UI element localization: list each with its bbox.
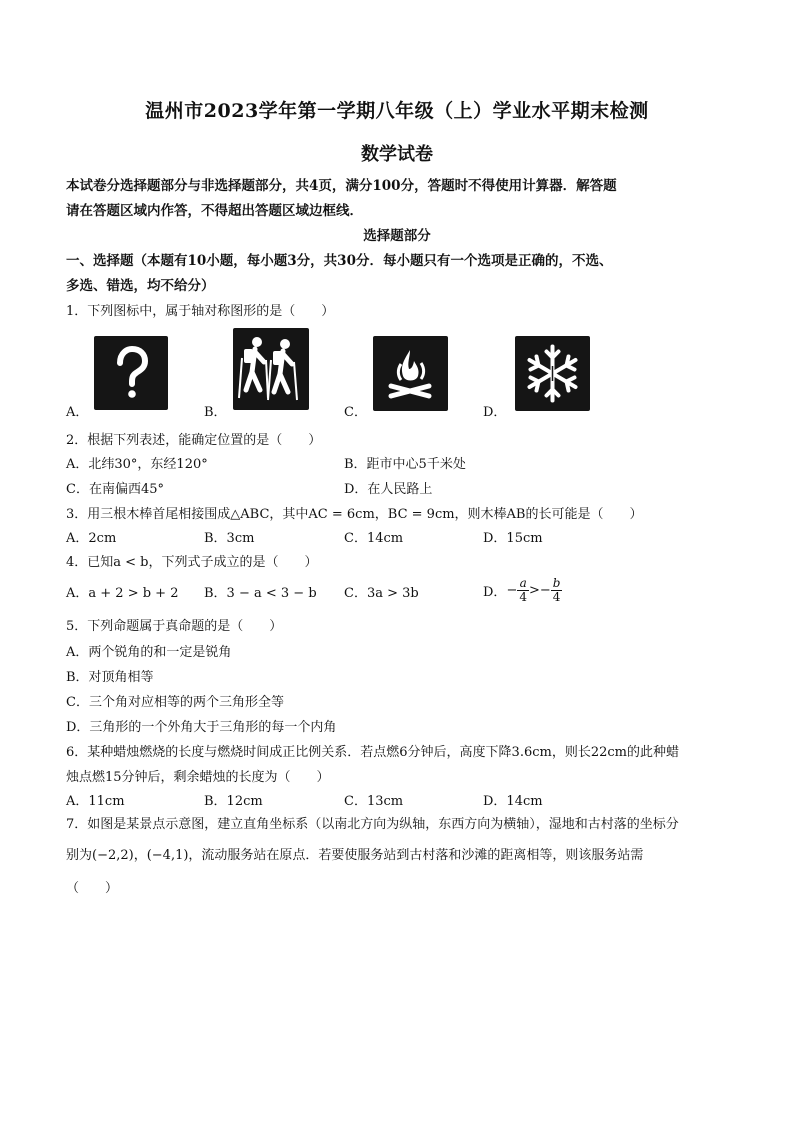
q4-d-fraction-a-num: a	[517, 577, 529, 591]
q1-option-a-label[interactable]: A．	[66, 405, 89, 420]
q5-option-a[interactable]: A．两个锐角的和一定是锐角	[66, 645, 232, 660]
q4-d-fraction-a-den: 4	[519, 589, 527, 604]
q3-option-d[interactable]: D．15cm	[483, 531, 543, 546]
q5-option-c[interactable]: C．三个角对应相等的两个三角形全等	[66, 695, 284, 710]
snowflake-icon	[515, 336, 590, 411]
q4-d-fraction-b-den: 4	[552, 589, 561, 604]
q4-option-a[interactable]: A．a + 2 > b + 2	[66, 586, 179, 601]
section-heading-line-1: 一、选择题（本题有10小题，每小题3分，共30分．每小题只有一个选项是正确的，不选、	[66, 253, 613, 269]
q4-d-operator: >−	[528, 582, 551, 598]
q1-option-d-label[interactable]: D．	[483, 405, 507, 420]
hikers-icon	[233, 328, 309, 410]
q2-option-a[interactable]: A．北纬30°，东经120°	[66, 457, 208, 472]
q4-option-d[interactable]	[483, 572, 562, 608]
q4-d-fraction-b-num: b	[552, 575, 561, 590]
q7-stem-line-1: 7．如图是某景点示意图，建立直角坐标系（以南北方向为纵轴，东西方向为横轴），湿地和古村落的坐标分	[66, 817, 679, 832]
q7-stem-line-3: （ ）	[66, 881, 119, 896]
exam-subtitle: 数学试卷	[361, 144, 433, 165]
q6-option-c[interactable]: C．13cm	[344, 794, 404, 809]
q7-stem-line-2: 别为(−2,2)，(−4,1)，流动服务站在原点．若要使服务站到古村落和沙滩的距离相等，则该服务站需	[66, 848, 644, 863]
q3-stem: 3．用三根木棒首尾相接围成△ABC，其中AC = 6cm，BC = 9cm，则木棒AB的长可能是（ ）	[66, 507, 643, 522]
q6-option-d[interactable]: D．14cm	[483, 794, 543, 809]
q4-d-fraction-b	[551, 577, 563, 604]
q2-option-d[interactable]: D．在人民路上	[344, 482, 433, 497]
q1-option-b-label[interactable]: B．	[204, 405, 227, 420]
q3-option-a[interactable]: A．2cm	[66, 531, 117, 546]
q3-option-c[interactable]: C．14cm	[344, 531, 404, 546]
q4-option-d-label: D．	[483, 584, 507, 600]
q1-option-c-label[interactable]: C．	[344, 405, 367, 420]
instructions-line-2: 请在答题区域内作答，不得超出答题区域边框线．	[66, 203, 363, 219]
q6-stem-line-2: 烛点燃15分钟后，剩余蜡烛的长度为（ ）	[66, 770, 330, 785]
q6-option-a[interactable]: A．11cm	[66, 794, 125, 809]
q6-stem-line-1: 6．某种蜡烛燃烧的长度与燃烧时间成正比例关系．若点燃6分钟后，高度下降3.6cm，则长22cm的此种蜡	[66, 745, 679, 760]
exam-title: 温州市2023学年第一学期八年级（上）学业水平期末检测	[145, 100, 649, 122]
campfire-icon	[373, 336, 448, 411]
q1-stem: 1．下列图标中，属于轴对称图形的是（ ）	[66, 304, 335, 319]
q5-option-b[interactable]: B．对顶角相等	[66, 670, 154, 685]
q2-option-b[interactable]: B．距市中心5千米处	[344, 457, 466, 472]
q2-stem: 2．根据下列表述，能确定位置的是（ ）	[66, 433, 322, 448]
instructions-line-1: 本试卷分选择题部分与非选择题部分，共4页，满分100分，答题时不得使用计算器．解答题	[66, 178, 617, 194]
q3-option-b[interactable]: B．3cm	[204, 531, 255, 546]
q2-option-c[interactable]: C．在南偏西45°	[66, 482, 164, 497]
q6-option-b[interactable]: B．12cm	[204, 794, 263, 809]
section-heading-line-2: 多选、错选，均不给分）	[66, 278, 215, 294]
q4-option-c[interactable]: C．3a > 3b	[344, 586, 419, 601]
q4-d-minus-sign: −	[506, 582, 518, 598]
q5-option-d[interactable]: D．三角形的一个外角大于三角形的每一个内角	[66, 720, 337, 735]
q4-option-b[interactable]: B．3 − a < 3 − b	[204, 586, 317, 601]
q5-stem: 5．下列命题属于真命题的是（ ）	[66, 619, 283, 634]
question-mark-icon	[94, 336, 168, 410]
section-title: 选择题部分	[363, 228, 431, 244]
q4-stem: 4．已知a < b，下列式子成立的是（ ）	[66, 555, 318, 570]
q4-d-fraction-a	[517, 577, 529, 604]
